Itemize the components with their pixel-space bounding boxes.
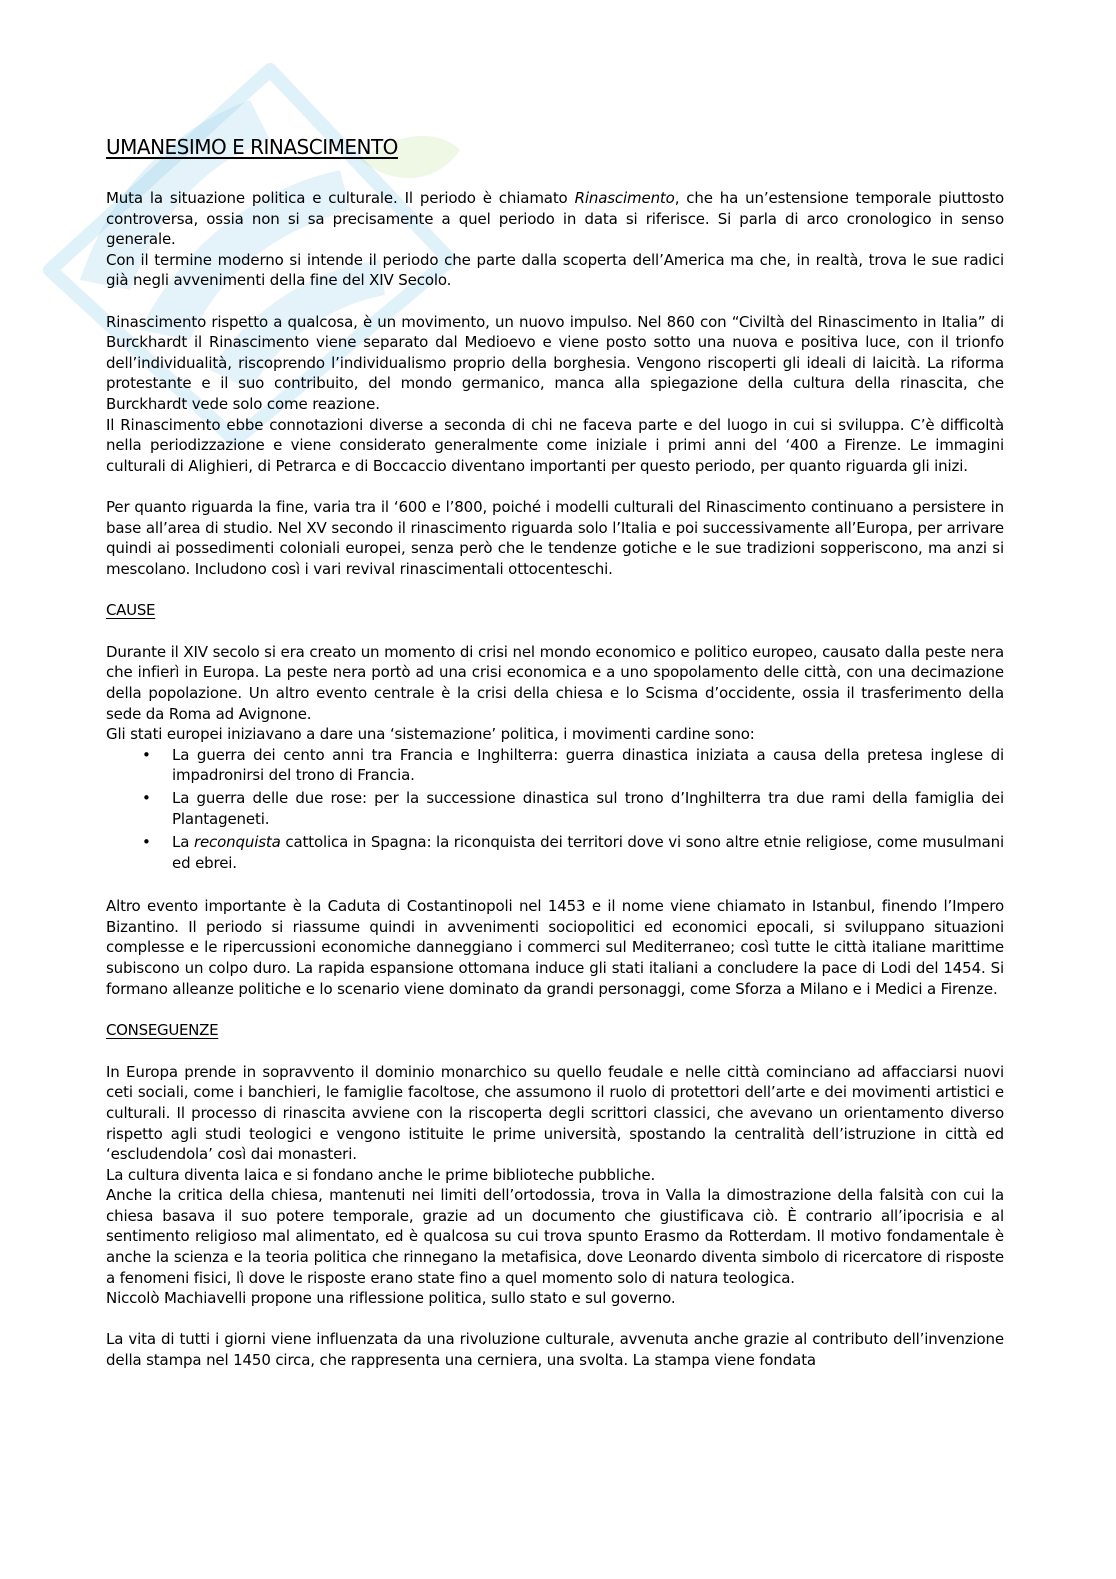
list-item-text: La guerra delle due rose: per la successione dinastica sul trono d’Inghilterra tra due rami della famiglia dei Plantageneti. [172,789,1004,829]
intro-paragraph-5: Per quanto riguarda la fine, varia tra il ‘600 e l’800, poiché i modelli culturali del Rinascimento continuano a persistere in base all’area di studio. Nel XV secondo il rinascimento riguarda solo l’Italia e poi successivamente all’Europa, per arrivare quindi ai possedimenti coloniali europei, senza però che le tendenze gotiche e le sue tradizioni sopperiscono, ma anzi si mescolano. Includono così i vari revival rinascimentali ottocenteschi. [106,497,1004,578]
section-heading-cause: CAUSE [106,600,156,619]
spacer [106,579,1004,600]
intro-paragraph-2: Con il termine moderno si intende il periodo che parte dalla scoperta dell’America ma che, in realtà, trova le sue radici già negli avvenimenti della fine del XIV Secolo. [106,250,1004,290]
cause-paragraph-1: Durante il XIV secolo si era creato un momento di crisi nel mondo economico e politico europeo, causato dalla peste nera che infierì in Europa. La peste nera portò ad una crisi economica e a uno spopolamento delle città, con una decimazione della popolazione. Un altro evento centrale è la crisi della chiesa e lo Scisma d’occidente, ossia il trasferimento della sede da Roma ad Avignone. [106,642,1004,723]
section-heading-conseguenze: CONSEGUENZE [106,1020,219,1039]
intro-paragraph-4: Il Rinascimento ebbe connotazioni diverse a seconda di chi ne faceva parte e del luogo in cui si sviluppa. C’è difficoltà nella periodizzazione e viene considerato generalmente come iniziale i primi anni del ‘400 a Firenze. Le immagini culturali di Alighieri, di Petrarca e di Boccaccio diventano importanti per questo periodo, per quanto riguarda gli inizi. [106,415,1004,475]
cause-paragraph-2: Gli stati europei iniziavano a dare una ‘sistemazione’ politica, i movimenti cardine sono: [106,725,755,744]
bullet-icon: • [142,789,151,808]
italic-text: reconquista [193,833,281,851]
cause-bullet-list [106,745,1004,873]
spacer [106,476,1004,497]
conseguenze-paragraph-4: Niccolò Machiavelli propone una riflessione politica, sullo stato e sul governo. [106,1289,676,1308]
intro-paragraph-1: Muta la situazione politica e culturale. Il periodo è chiamato Rinascimento, che ha un’estensione temporale piuttosto controversa, ossia non si sa precisamente a quel periodo in data si riferisce. Si parla di arco cronologico in senso generale. [106,189,1004,249]
bullet-icon: • [142,745,151,764]
spacer [106,1309,1004,1330]
list-item [106,788,1004,829]
intro-paragraph-3: Rinascimento rispetto a qualcosa, è un movimento, un nuovo impulso. Nel 860 con “Civiltà del Rinascimento in Italia” di Burckhardt il Rinascimento viene separato dal Medioevo e viene posto sotto una nuova e positiva luce, con il trionfo dell’individualità, riscoprendo l’individualismo proprio della borghesia. Vengono riscoperti gli ideali di laicità. La riforma protestante e il suo contribuito, del mondo germanico, manca alla spiegazione della cultura della rinascita, che Burckhardt vede solo come reazione. [106,312,1004,413]
conseguenze-paragraph-3: Anche la critica della chiesa, mantenuti nei limiti dell’ortodossia, trova in Valla la dimostrazione della falsità con cui la chiesa basava il suo potere temporale, grazie ad un documento che giustificava ciò. È contrario all’ipocrisia e al sentimento religioso mal alimentato, ed è qualcosa su cui trova spunto Erasmo da Rotterdam. Il motivo fondamentale è anche la scienza e la teoria politica che rinnegano la metafisica, dove Leonardo diventa simbolo di ricercatore di risposte a fenomeni fisici, lì dove le risposte erano state fino a quel momento solo di natura teologica. [106,1186,1004,1287]
document-title: UMANESIMO E RINASCIMENTO [106,135,398,159]
document-page [106,128,1004,1371]
list-item-text: La reconquista cattolica in Spagna: la riconquista dei territori dove vi sono altre etnie religiose, come musulmani ed ebrei. [172,833,1004,872]
spacer [106,999,1004,1020]
bullet-icon: • [142,833,151,851]
spacer [106,876,1004,897]
conseguenze-paragraph-1: In Europa prende in sopravvento il dominio monarchico su quello feudale e nelle città cominciano ad affacciarsi nuovi ceti sociali, come i banchieri, le famiglie facoltose, che assumono il ruolo di protettori dell’arte e dei movimenti artistici e culturali. Il processo di rinascita avviene con la riscoperta degli scrittori classici, che avevano un orientamento diverso rispetto agli studi teologici e vengono istituite le prime università, spostando la centralità dell’istruzione in città ed ‘escludendola’ così dai monasteri. [106,1062,1004,1164]
list-item [106,745,1004,786]
cause-paragraph-3: Altro evento importante è la Caduta di Costantinopoli nel 1453 e il nome viene chiamato in Istanbul, finendo l’Impero Bizantino. Il periodo si riassume quindi in avvenimenti sociopolitici ed economici epocali, si sviluppano situazioni complesse e le ripercussioni economiche danneggiano i commerci sul Mediterraneo; così tutte le città italiane marittime subiscono un colpo duro. La rapida espansione ottomana induce gli stati italiani a concludere la pace di Lodi del 1454. Si formano alleanze politiche e lo scenario viene dominato da grandi personaggi, come Sforza a Milano e i Medici a Firenze. [106,897,1004,998]
conseguenze-paragraph-5: La vita di tutti i giorni viene influenzata da una rivoluzione culturale, avvenuta anche grazie al contributo dell’invenzione della stampa nel 1450 circa, che rappresenta una cerniera, una svolta. La stampa viene fondata [106,1330,1004,1370]
spacer [106,291,1004,312]
conseguenze-paragraph-2: La cultura diventa laica e si fondano anche le prime biblioteche pubbliche. [106,1165,656,1184]
italic-text: Rinascimento [574,189,675,207]
list-item [106,832,1004,873]
list-item-text: La guerra dei cento anni tra Francia e Inghilterra: guerra dinastica iniziata a causa della pretesa inglese di impadronirsi del trono di Francia. [172,745,1004,785]
